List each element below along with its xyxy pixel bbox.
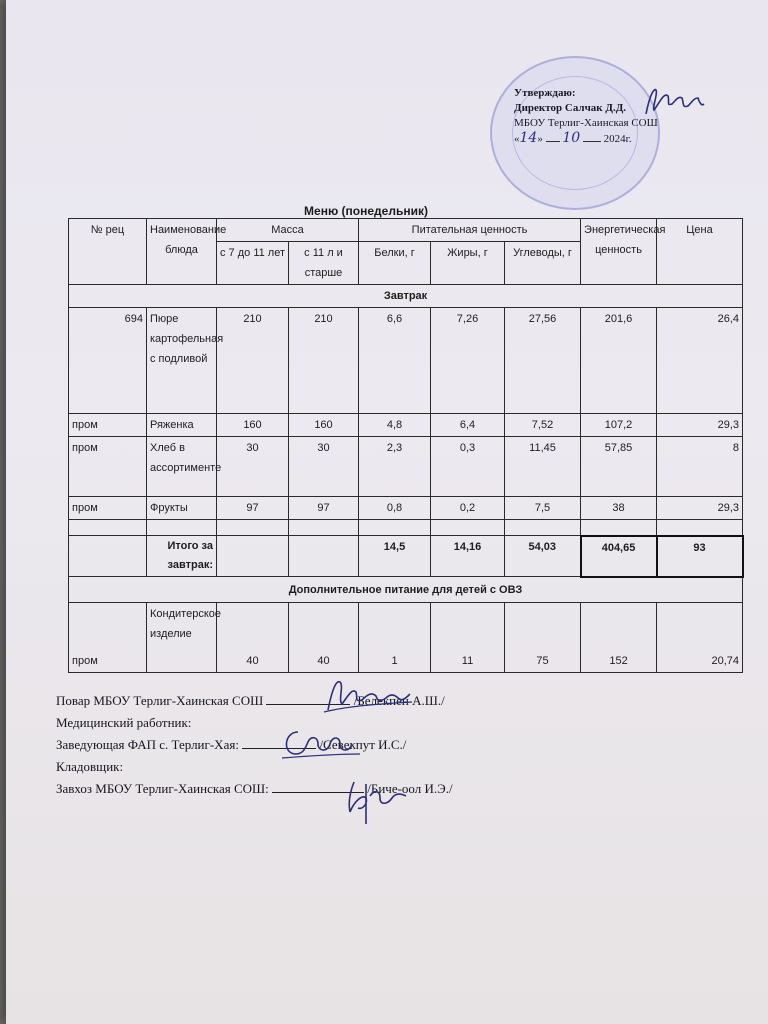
section-breakfast [69, 285, 743, 308]
mass-7-11-cell: 160 [217, 414, 289, 437]
price-cell: 20,74 [657, 603, 743, 673]
total-row [69, 536, 743, 577]
recipe-cell: пром [69, 437, 147, 497]
recipe-cell: пром [69, 414, 147, 437]
director-line: Директор Салчак Д.Д. [514, 102, 627, 114]
mass-11-plus-cell: 210 [289, 308, 359, 414]
breakfast-label: Завтрак [69, 285, 743, 308]
protein-cell: 6,6 [359, 308, 431, 414]
document-sheet [6, 0, 768, 1024]
total-label: Итого за завтрак: [147, 536, 217, 577]
approval-block [514, 86, 744, 147]
table-row [69, 308, 743, 414]
storekeeper-label: Кладовщик: [56, 759, 124, 774]
fat-cell: 11 [431, 603, 505, 673]
protein-cell: 0,8 [359, 497, 431, 520]
mass-11-plus-cell: 40 [289, 603, 359, 673]
fat-cell: 6,4 [431, 414, 505, 437]
dish-cell: Пюре картофельная с подливой [147, 308, 217, 414]
date-day: 14 [519, 130, 538, 146]
fap-label: Заведующая ФАП с. Терлиг-Хая: [56, 737, 239, 752]
mass-7-11-cell: 97 [217, 497, 289, 520]
recipe-cell: пром [69, 497, 147, 520]
date-year: 2024г. [603, 133, 632, 145]
header-price: Цена [657, 219, 743, 285]
extra-row [69, 603, 743, 673]
header-protein: Белки, г [359, 242, 431, 285]
empty-row [69, 520, 743, 536]
dish-cell: Хлеб в ассортименте [147, 437, 217, 497]
cook-name: /Белекпен А.Ш./ [353, 693, 445, 708]
table-row [69, 497, 743, 520]
caretaker-name: /Биче-оол И.Э./ [367, 781, 453, 796]
mass-11-plus-cell: 30 [289, 437, 359, 497]
price-cell: 8 [657, 437, 743, 497]
fap-signature [278, 724, 362, 762]
header-row-1 [69, 219, 743, 242]
energy-cell: 201,6 [581, 308, 657, 414]
menu-title: Меню (понедельник) [304, 204, 428, 218]
header-nutrition: Питательная ценность [359, 219, 581, 242]
price-cell: 26,4 [657, 308, 743, 414]
extra-label: Дополнительное питание для детей с ОВЗ [69, 577, 743, 603]
cook-signature [318, 676, 414, 718]
fap-name: /Севекпут И.С./ [319, 737, 407, 752]
date-month: 10 [562, 130, 581, 146]
carbs-cell: 11,45 [505, 437, 581, 497]
protein-cell: 2,3 [359, 437, 431, 497]
table-row [69, 414, 743, 437]
mass-7-11-cell: 210 [217, 308, 289, 414]
header-recipe-no: № рец [69, 219, 147, 285]
energy-cell: 38 [581, 497, 657, 520]
director-signature [642, 84, 706, 118]
fat-cell: 0,3 [431, 437, 505, 497]
energy-cell: 152 [581, 603, 657, 673]
header-mass-11-plus: с 11 л и старше [289, 242, 359, 285]
fat-cell: 7,26 [431, 308, 505, 414]
dish-cell: Ряженка [147, 414, 217, 437]
section-extra [69, 577, 743, 603]
carbs-cell: 75 [505, 603, 581, 673]
mass-11-plus-cell: 97 [289, 497, 359, 520]
mass-7-11-cell: 30 [217, 437, 289, 497]
recipe-cell: пром [69, 603, 147, 673]
caretaker-label: Завхоз МБОУ Терлиг-Хаинская СОШ: [56, 781, 269, 796]
menu-table [68, 218, 744, 673]
price-cell: 29,3 [657, 497, 743, 520]
header-mass-7-11: с 7 до 11 лет [217, 242, 289, 285]
dish-cell: Фрукты [147, 497, 217, 520]
total-fat: 14,16 [431, 536, 505, 577]
total-price: 93 [657, 536, 743, 577]
dish-cell: Кондитерское изделие [147, 603, 217, 673]
header-fat: Жиры, г [431, 242, 505, 285]
recipe-cell: 694 [69, 308, 147, 414]
approve-label: Утверждаю: [514, 87, 576, 99]
total-energy: 404,65 [581, 536, 657, 577]
header-carbs: Углеводы, г [505, 242, 581, 285]
approval-date [514, 131, 744, 147]
header-mass: Масса [217, 219, 359, 242]
carbs-cell: 7,52 [505, 414, 581, 437]
total-carbs: 54,03 [505, 536, 581, 577]
date-close-quote: » [537, 133, 543, 145]
protein-cell: 4,8 [359, 414, 431, 437]
medic-label: Медицинский работник: [56, 715, 192, 730]
mass-7-11-cell: 40 [217, 603, 289, 673]
caretaker-signature [340, 772, 416, 828]
protein-cell: 1 [359, 603, 431, 673]
table-row [69, 437, 743, 497]
carbs-cell: 27,56 [505, 308, 581, 414]
price-cell: 29,3 [657, 414, 743, 437]
date-open-quote: « [514, 133, 520, 145]
school-line: МБОУ Терлиг-Хаинская СОШ [514, 117, 658, 129]
fat-cell: 0,2 [431, 497, 505, 520]
caretaker-line [56, 778, 616, 800]
total-protein: 14,5 [359, 536, 431, 577]
mass-11-plus-cell: 160 [289, 414, 359, 437]
carbs-cell: 7,5 [505, 497, 581, 520]
energy-cell: 57,85 [581, 437, 657, 497]
energy-cell: 107,2 [581, 414, 657, 437]
header-dish-name: Наименование блюда [147, 219, 217, 285]
header-energy: Энергетическая ценность [581, 219, 657, 285]
cook-label: Повар МБОУ Терлиг-Хаинская СОШ [56, 693, 264, 708]
